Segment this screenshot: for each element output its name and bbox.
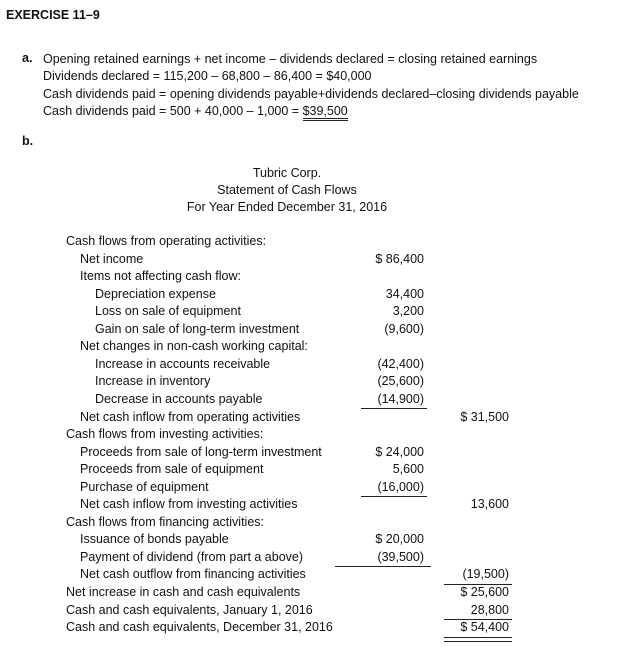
row-label: Net cash outflow from financing activities (80, 567, 306, 582)
row-amount: $ 20,000 (375, 532, 424, 547)
row-label: Loss on sale of equipment (95, 304, 241, 319)
statement-row (0, 445, 617, 463)
row-total: $ 31,500 (460, 409, 509, 424)
row-label: Increase in inventory (95, 374, 211, 389)
statement-title: Statement of Cash Flows (217, 183, 357, 197)
row-amount: 5,600 (392, 462, 424, 477)
row-amount: $ 86,400 (375, 251, 424, 266)
row-label: Net income (80, 251, 144, 266)
statement-row (0, 620, 617, 638)
row-label: Proceeds from sale of equipment (80, 462, 264, 477)
row-label: Increase in accounts receivable (95, 356, 271, 371)
statement-row (0, 603, 617, 621)
part-a-line-1: Opening retained earnings + net income – dividends declared = closing retained earnings (43, 52, 538, 66)
statement-row (0, 339, 617, 357)
statement-row (0, 374, 617, 392)
row-label: Net changes in non-cash working capital: (80, 339, 308, 354)
row-total: (19,500) (462, 567, 509, 582)
statement-row (0, 392, 617, 410)
row-amount: (25,600) (377, 374, 424, 389)
part-a-line-2: Dividends declared = 115,200 – 68,800 – 86,400 = $40,000 (43, 69, 372, 83)
row-label: Net increase in cash and cash equivalents (66, 585, 301, 599)
row-label: Cash flows from financing activities: (66, 514, 264, 529)
row-label: Decrease in accounts payable (95, 391, 263, 406)
row-label: Issuance of bonds payable (80, 532, 229, 547)
part-a-answer: $39,500 (303, 104, 348, 121)
company-name: Tubric Corp. (252, 166, 322, 180)
final-total-double-rule (444, 637, 512, 642)
row-amount: $ 24,000 (375, 444, 424, 459)
row-amount: 3,200 (392, 304, 424, 319)
part-a-line-4 (43, 103, 348, 121)
row-total: 28,800 (470, 602, 509, 617)
investing-subtotal-rule (361, 496, 427, 497)
statement-row (0, 497, 617, 515)
row-total: $ 54,400 (460, 620, 509, 635)
net-increase-rule (444, 584, 512, 585)
statement-period: For Year Ended December 31, 2016 (186, 200, 388, 214)
statement-row (0, 322, 617, 340)
part-a-label: a. (22, 51, 33, 65)
row-total: 13,600 (470, 497, 509, 512)
statement-row (0, 550, 617, 568)
row-label: Payment of dividend (from part a above) (80, 549, 304, 564)
statement-row (0, 410, 617, 428)
row-amount: (39,500) (377, 549, 424, 564)
statement-row (0, 357, 617, 375)
part-a-line-4-text: Cash dividends paid = 500 + 40,000 – 1,000 = (43, 104, 303, 118)
statement-row (0, 515, 617, 533)
row-amount: 34,400 (385, 286, 424, 301)
row-amount: (16,000) (377, 479, 424, 494)
operating-subtotal-rule (361, 408, 427, 409)
row-label: Purchase of equipment (80, 479, 209, 494)
statement-row (0, 287, 617, 305)
row-label: Net cash inflow from investing activities (80, 497, 298, 512)
statement-row (0, 585, 617, 603)
row-label: Cash and cash equivalents, January 1, 2016 (66, 602, 313, 617)
statement-row (0, 532, 617, 550)
statement-row (0, 304, 617, 322)
statement-row (0, 269, 617, 287)
row-label: Depreciation expense (95, 286, 216, 301)
row-label: Cash flows from investing activities: (66, 427, 264, 442)
row-label: Items not affecting cash flow: (80, 269, 241, 284)
row-label: Cash flows from operating activities: (66, 234, 267, 248)
statement-row (0, 462, 617, 480)
row-label: Proceeds from sale of long-term investment (80, 444, 322, 459)
statement-row (0, 252, 617, 270)
row-label: Cash and cash equivalents, December 31, 2016 (66, 620, 333, 635)
row-label: Net cash inflow from operating activities (80, 409, 301, 424)
statement-row (0, 480, 617, 498)
ending-balance-rule (444, 619, 512, 620)
exercise-title: EXERCISE 11–9 (6, 8, 100, 22)
statement-row (0, 427, 617, 445)
row-amount: (14,900) (377, 391, 424, 406)
row-total: $ 25,600 (460, 585, 509, 599)
part-b-label: b. (22, 134, 34, 148)
part-a-line-3: Cash dividends paid = opening dividends payable+dividends declared–closing dividends payable (43, 87, 579, 101)
statement-row (0, 567, 617, 585)
statement-row (0, 234, 617, 252)
financing-label-rule (335, 566, 431, 567)
row-amount: (42,400) (377, 356, 424, 371)
row-label: Gain on sale of long-term investment (95, 321, 300, 336)
row-amount: (9,600) (384, 321, 424, 336)
